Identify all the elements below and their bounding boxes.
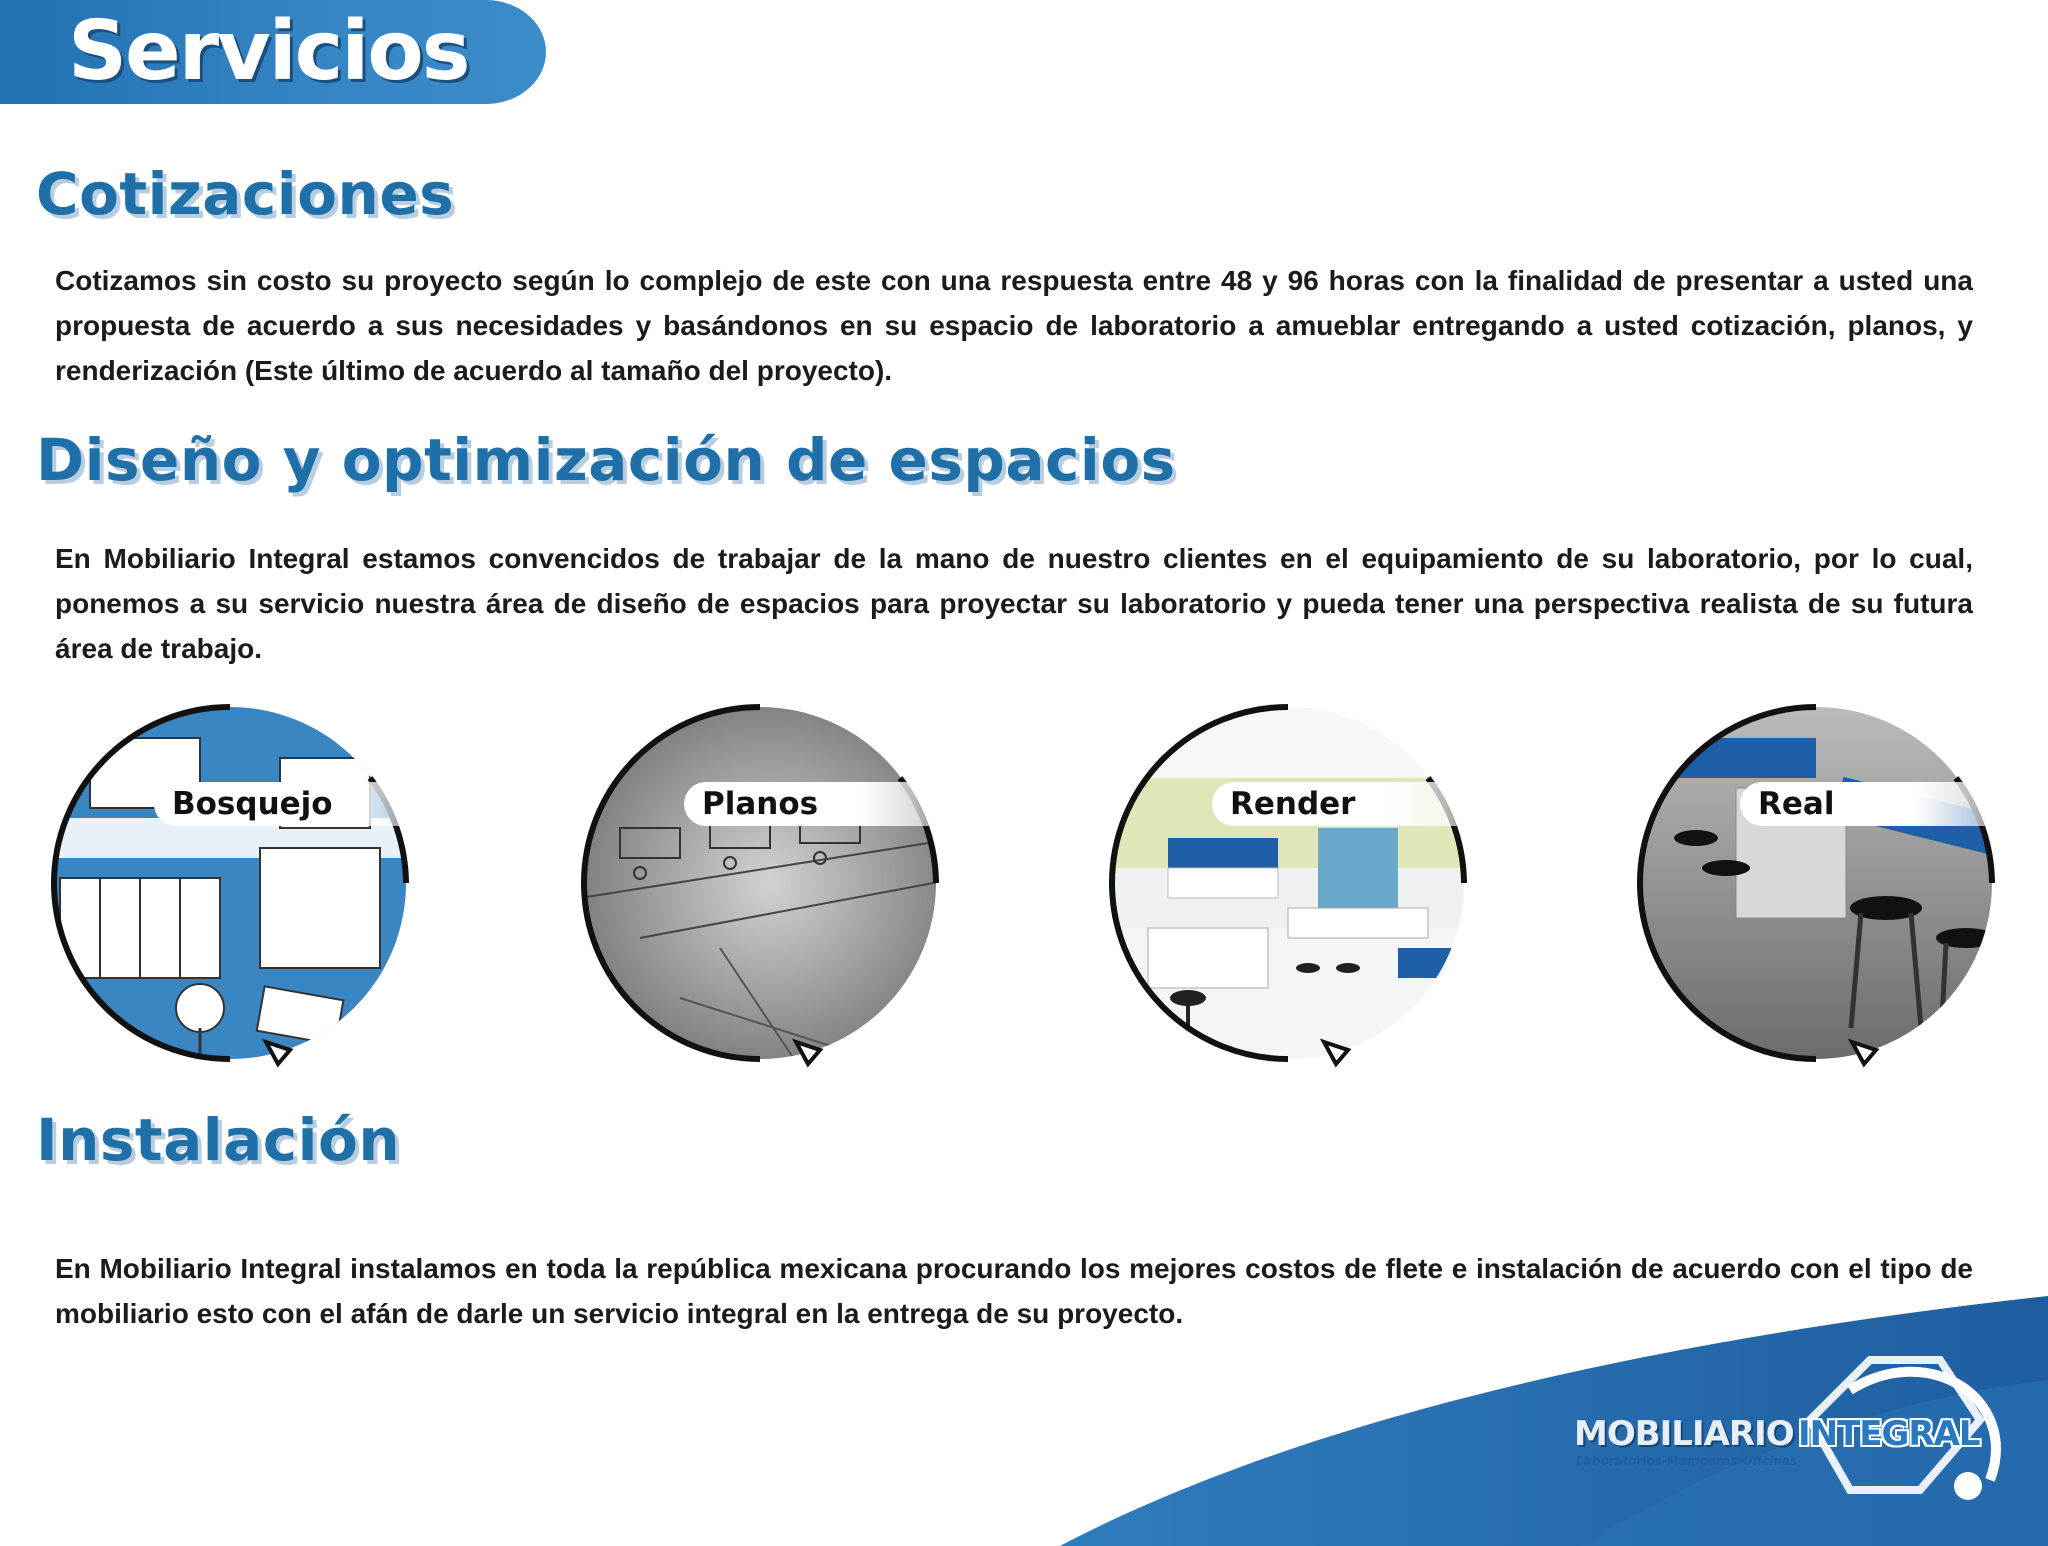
instalacion-heading: Instalación xyxy=(36,1106,401,1174)
stage-label-planos: Planos xyxy=(684,782,934,826)
cotizaciones-text: Cotizamos sin costo su proyecto según lo complejo de este con una respuesta entre 48 y 96 horas con la finalidad de presentar a usted una propuesta de acuerdo a sus necesidades y basándonos en su espacio de laboratorio a amueblar entregando a usted cotización, planos, y renderización (Este último de acuerdo al tamaño del proyecto). xyxy=(55,265,1973,386)
logo-word-mobiliario: MOBILIARIO xyxy=(1574,1414,1794,1454)
logo-word-integral: INTEGRAL xyxy=(1798,1414,1980,1454)
instalacion-text: En Mobiliario Integral instalamos en toda la república mexicana procurando los mejores costos de flete e instalación de acuerdo con el tipo de mobiliario esto con el afán de darle un servicio integral en la entrega de su proyecto. xyxy=(55,1253,1973,1329)
logo-tagline: Laboratorios-Mamparas-Oficinas xyxy=(1576,1454,1797,1468)
stage-label-render: Render xyxy=(1212,782,1462,826)
page-title: Servicios xyxy=(68,4,469,99)
stage-label-bosquejo: Bosquejo xyxy=(154,782,404,826)
stage-label-real: Real xyxy=(1740,782,1990,826)
cotizaciones-heading: Cotizaciones xyxy=(36,160,455,228)
diseno-heading: Diseño y optimización de espacios xyxy=(36,426,1176,494)
diseno-text: En Mobiliario Integral estamos convencidos de trabajar de la mano de nuestro clientes en el equipamiento de su laboratorio, por lo cual, ponemos a su servicio nuestra área de diseño de espacios para proyectar su laboratorio y pueda tener una perspectiva realista de su futura área de trabajo. xyxy=(55,543,1973,664)
